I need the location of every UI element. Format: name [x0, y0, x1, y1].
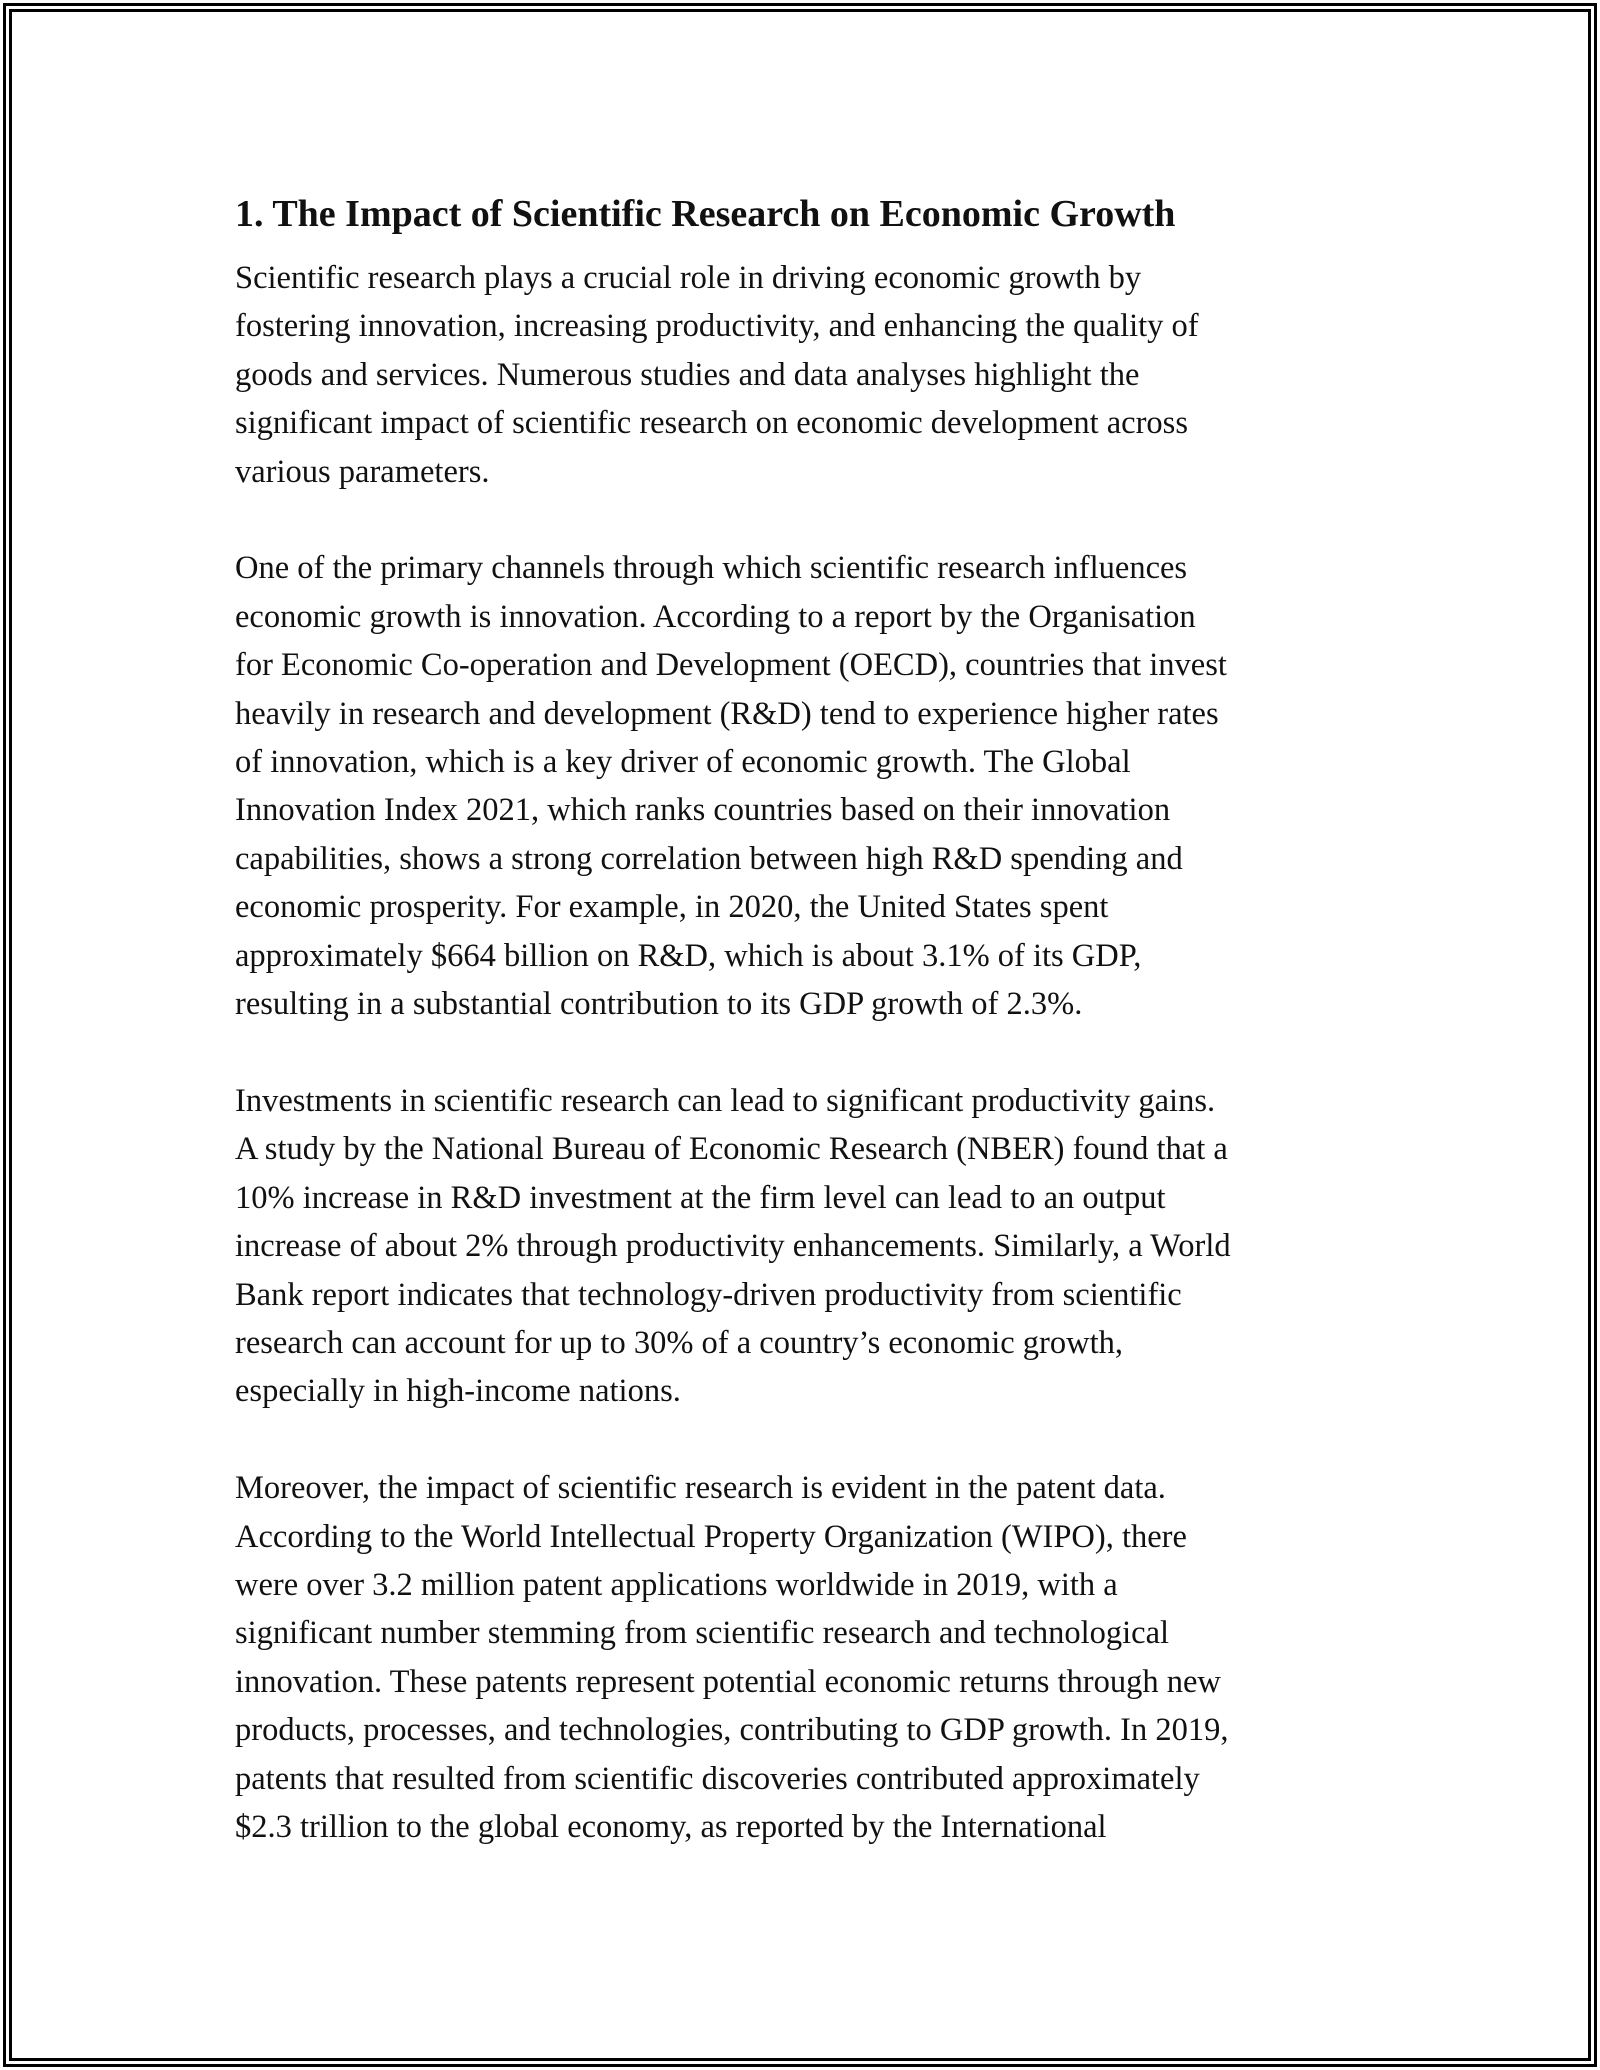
paragraph-line: economic prosperity. For example, in 2020, the United States spent	[235, 889, 1109, 926]
paragraph-line: Moreover, the impact of scientific research is evident in the patent data.	[235, 1470, 1166, 1507]
paragraph-line: of innovation, which is a key driver of economic growth. The Global	[235, 744, 1131, 781]
paragraph-productivity	[235, 1077, 1375, 1416]
section-heading: 1. The Impact of Scientific Research on Economic Growth	[235, 193, 1176, 235]
paragraph-line: innovation. These patents represent potential economic returns through new	[235, 1663, 1221, 1700]
paragraph-line: especially in high-income nations.	[235, 1373, 681, 1410]
paragraph-line: $2.3 trillion to the global economy, as reported by the International	[235, 1808, 1107, 1845]
paragraph-line: Bank report indicates that technology-driven productivity from scientific	[235, 1276, 1182, 1313]
paragraph-line: Innovation Index 2021, which ranks countries based on their innovation	[235, 792, 1171, 829]
paragraph-line: Investments in scientific research can lead to significant productivity gains.	[235, 1082, 1216, 1119]
paragraph-line: significant impact of scientific research on economic development across	[235, 405, 1188, 442]
paragraph-line: research can account for up to 30% of a country’s economic growth,	[235, 1324, 1124, 1361]
paragraph-line: approximately $664 billion on R&D, which is about 3.1% of its GDP,	[235, 937, 1142, 974]
paragraph-line: capabilities, shows a strong correlation between high R&D spending and	[235, 840, 1183, 877]
paragraph-line: Scientific research plays a crucial role in driving economic growth by	[235, 260, 1142, 296]
paragraph-patents	[235, 1464, 1375, 1851]
paragraph-line: for Economic Co-operation and Development (OECD), countries that invest	[235, 647, 1227, 684]
paragraph-line: fostering innovation, increasing productivity, and enhancing the quality of	[235, 308, 1199, 345]
paragraph-line: goods and services. Numerous studies and data analyses highlight the	[235, 356, 1140, 393]
paragraph-intro	[235, 254, 1375, 496]
paragraph-line: various parameters.	[235, 453, 490, 490]
paragraph-line: According to the World Intellectual Property Organization (WIPO), there	[235, 1518, 1187, 1555]
paragraph-innovation	[235, 544, 1375, 1028]
paragraph-line: A study by the National Bureau of Economic Research (NBER) found that a	[235, 1131, 1228, 1168]
paragraph-line: products, processes, and technologies, contributing to GDP growth. In 2019,	[235, 1712, 1229, 1749]
paragraph-line: resulting in a substantial contribution to its GDP growth of 2.3%.	[235, 986, 1083, 1023]
document-body	[235, 188, 1375, 1900]
paragraph-line: increase of about 2% through productivity enhancements. Similarly, a World	[235, 1228, 1231, 1265]
paragraph-line: heavily in research and development (R&D) tend to experience higher rates	[235, 695, 1219, 732]
paragraph-line: were over 3.2 million patent applications worldwide in 2019, with a	[235, 1566, 1118, 1603]
paragraph-line: significant number stemming from scientific research and technological	[235, 1615, 1170, 1652]
paragraph-line: patents that resulted from scientific discoveries contributed approximately	[235, 1760, 1200, 1797]
paragraph-line: 10% increase in R&D investment at the firm level can lead to an output	[235, 1179, 1166, 1216]
paragraph-line: economic growth is innovation. According to a report by the Organisation	[235, 598, 1196, 635]
paragraph-line: One of the primary channels through which scientific research influences	[235, 550, 1188, 587]
